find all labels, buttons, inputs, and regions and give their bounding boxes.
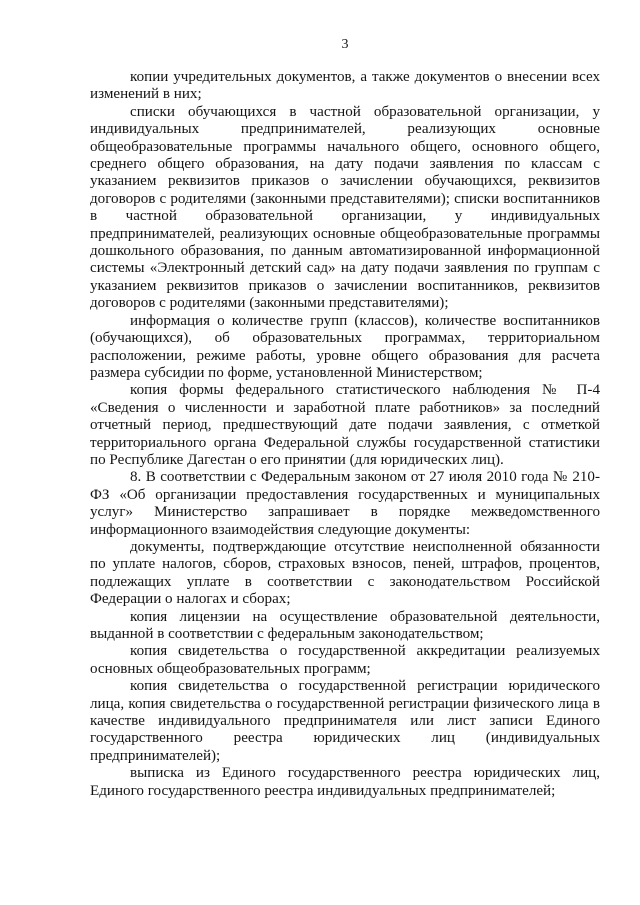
document-page [90, 32, 600, 800]
paragraph-student-lists: списки обучающихся в частной образовательной организации, у индивидуальных предпринимателей, реализующих основные общеобразовательные программы начального общего, основного общего, среднего общего образования, на дату подачи заявления по классам с указанием реквизитов приказов о зачислении обучающихся, реквизитов договоров с родителями (законными представителями); списки воспитанников в частной образовательной организации, у индивидуальных предпринимателей, реализующих основные общеобразовательные программы дошкольного образования, по данным автоматизированной информационной системы «Электронный детский сад» на дату подачи заявления по группам с указанием реквизитов приказов о зачислении воспитанников, реквизитов договоров с родителями (законными представителями); [90, 103, 600, 312]
paragraph-tax-documents: документы, подтверждающие отсутствие неисполненной обязанности по уплате налогов, сборов, страховых взносов, пеней, штрафов, процентов, подлежащих уплате в соответствии с законодательством Российской Федерации о налогах и сборах; [90, 538, 600, 608]
paragraph-registration-copy: копия свидетельства о государственной регистрации юридического лица, копия свидетельства о государственной регистрации физического лица в качестве индивидуального предпринимателя или лист записи Единого государственного реестра юридических лиц (индивидуальных предпринимателей); [90, 678, 600, 764]
paragraph-clause-8: 8. В соответствии с Федеральным законом от 27 июля 2010 года № 210-ФЗ «Об организации предоставления государственных и муниципальных услуг» Министерство запрашивает в порядке межведомственного информационного взаимодействия следующие документы: [90, 469, 600, 538]
paragraph-founding-documents: копии учредительных документов, а также документов о внесении всех изменений в них; [90, 69, 600, 103]
paragraph-statistics-form: копия формы федерального статистического наблюдения № П-4 «Сведения о численности и заработной плате работников» за последний отчетный период, предшествующий дате подачи заявления, с отметкой территориального органа Федеральной службы государственной статистики по Республике Дагестан о его принятии (для юридических лиц). [90, 382, 600, 468]
paragraph-license-copy: копия лицензии на осуществление образовательной деятельности, выданной в соответствии с федеральным законодательством; [90, 608, 600, 642]
page-number: 3 [341, 37, 349, 52]
paragraph-registry-extract: выписка из Единого государственного реестра юридических лиц, Единого государственного реестра индивидуальных предпринимателей; [90, 765, 600, 799]
paragraph-group-info: информация о количестве групп (классов), количестве воспитанников (обучающихся), об образовательных программах, территориальном расположении, режиме работы, уровне общего образования для расчета размера субсидии по форме, установленной Министерством; [90, 312, 600, 381]
paragraph-accreditation-copy: копия свидетельства о государственной аккредитации реализуемых основных общеобразовательных программ; [90, 643, 600, 677]
